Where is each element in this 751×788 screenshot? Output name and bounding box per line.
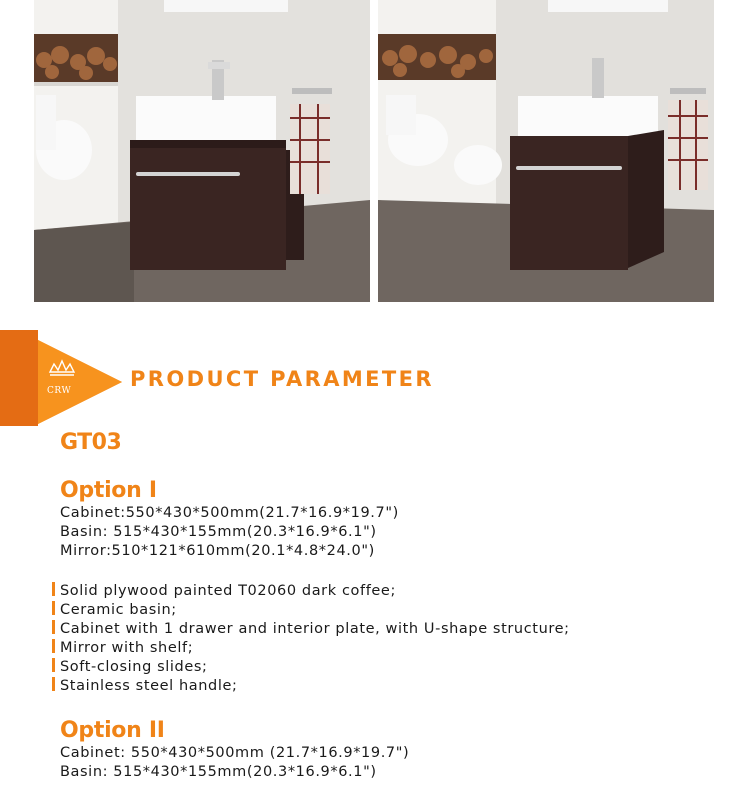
feature-item: [52, 582, 396, 599]
option-2-title: Option II: [60, 718, 165, 743]
feature-text: Mirror with shelf;: [60, 640, 194, 656]
option-1-title: Option I: [60, 478, 157, 503]
product-photo-front: [34, 0, 370, 302]
section-banner: [0, 330, 122, 426]
option-1-spec-mirror: Mirror:510*121*610mm(20.1*4.8*24.0"): [60, 543, 375, 559]
bullet-bar-icon: [52, 639, 55, 653]
product-photo-angle: [378, 0, 714, 302]
bullet-bar-icon: [52, 601, 55, 615]
feature-text: Soft-closing slides;: [60, 659, 208, 675]
page-title: PRODUCT PARAMETER: [130, 367, 434, 391]
bullet-bar-icon: [52, 620, 55, 634]
bullet-bar-icon: [52, 582, 55, 596]
feature-text: Ceramic basin;: [60, 602, 177, 618]
feature-text: Solid plywood painted T02060 dark coffee;: [60, 583, 396, 599]
feature-item: [52, 658, 207, 675]
feature-text: Cabinet with 1 drawer and interior plate, with U-shape structure;: [60, 621, 570, 637]
model-number: GT03: [60, 430, 122, 455]
logo-text: CRW: [47, 386, 72, 396]
feature-item: [52, 639, 193, 656]
option-1-spec-basin: Basin: 515*430*155mm(20.3*16.9*6.1"): [60, 524, 377, 540]
bullet-bar-icon: [52, 677, 55, 691]
feature-item: [52, 620, 570, 637]
feature-item: [52, 677, 237, 694]
feature-item: [52, 601, 177, 618]
bullet-bar-icon: [52, 658, 55, 672]
option-1-spec-cabinet: Cabinet:550*430*500mm(21.7*16.9*19.7"): [60, 505, 399, 521]
option-2-spec-basin: Basin: 515*430*155mm(20.3*16.9*6.1"): [60, 764, 377, 780]
feature-text: Stainless steel handle;: [60, 678, 238, 694]
option-2-spec-cabinet: Cabinet: 550*430*500mm (21.7*16.9*19.7"): [60, 745, 410, 761]
